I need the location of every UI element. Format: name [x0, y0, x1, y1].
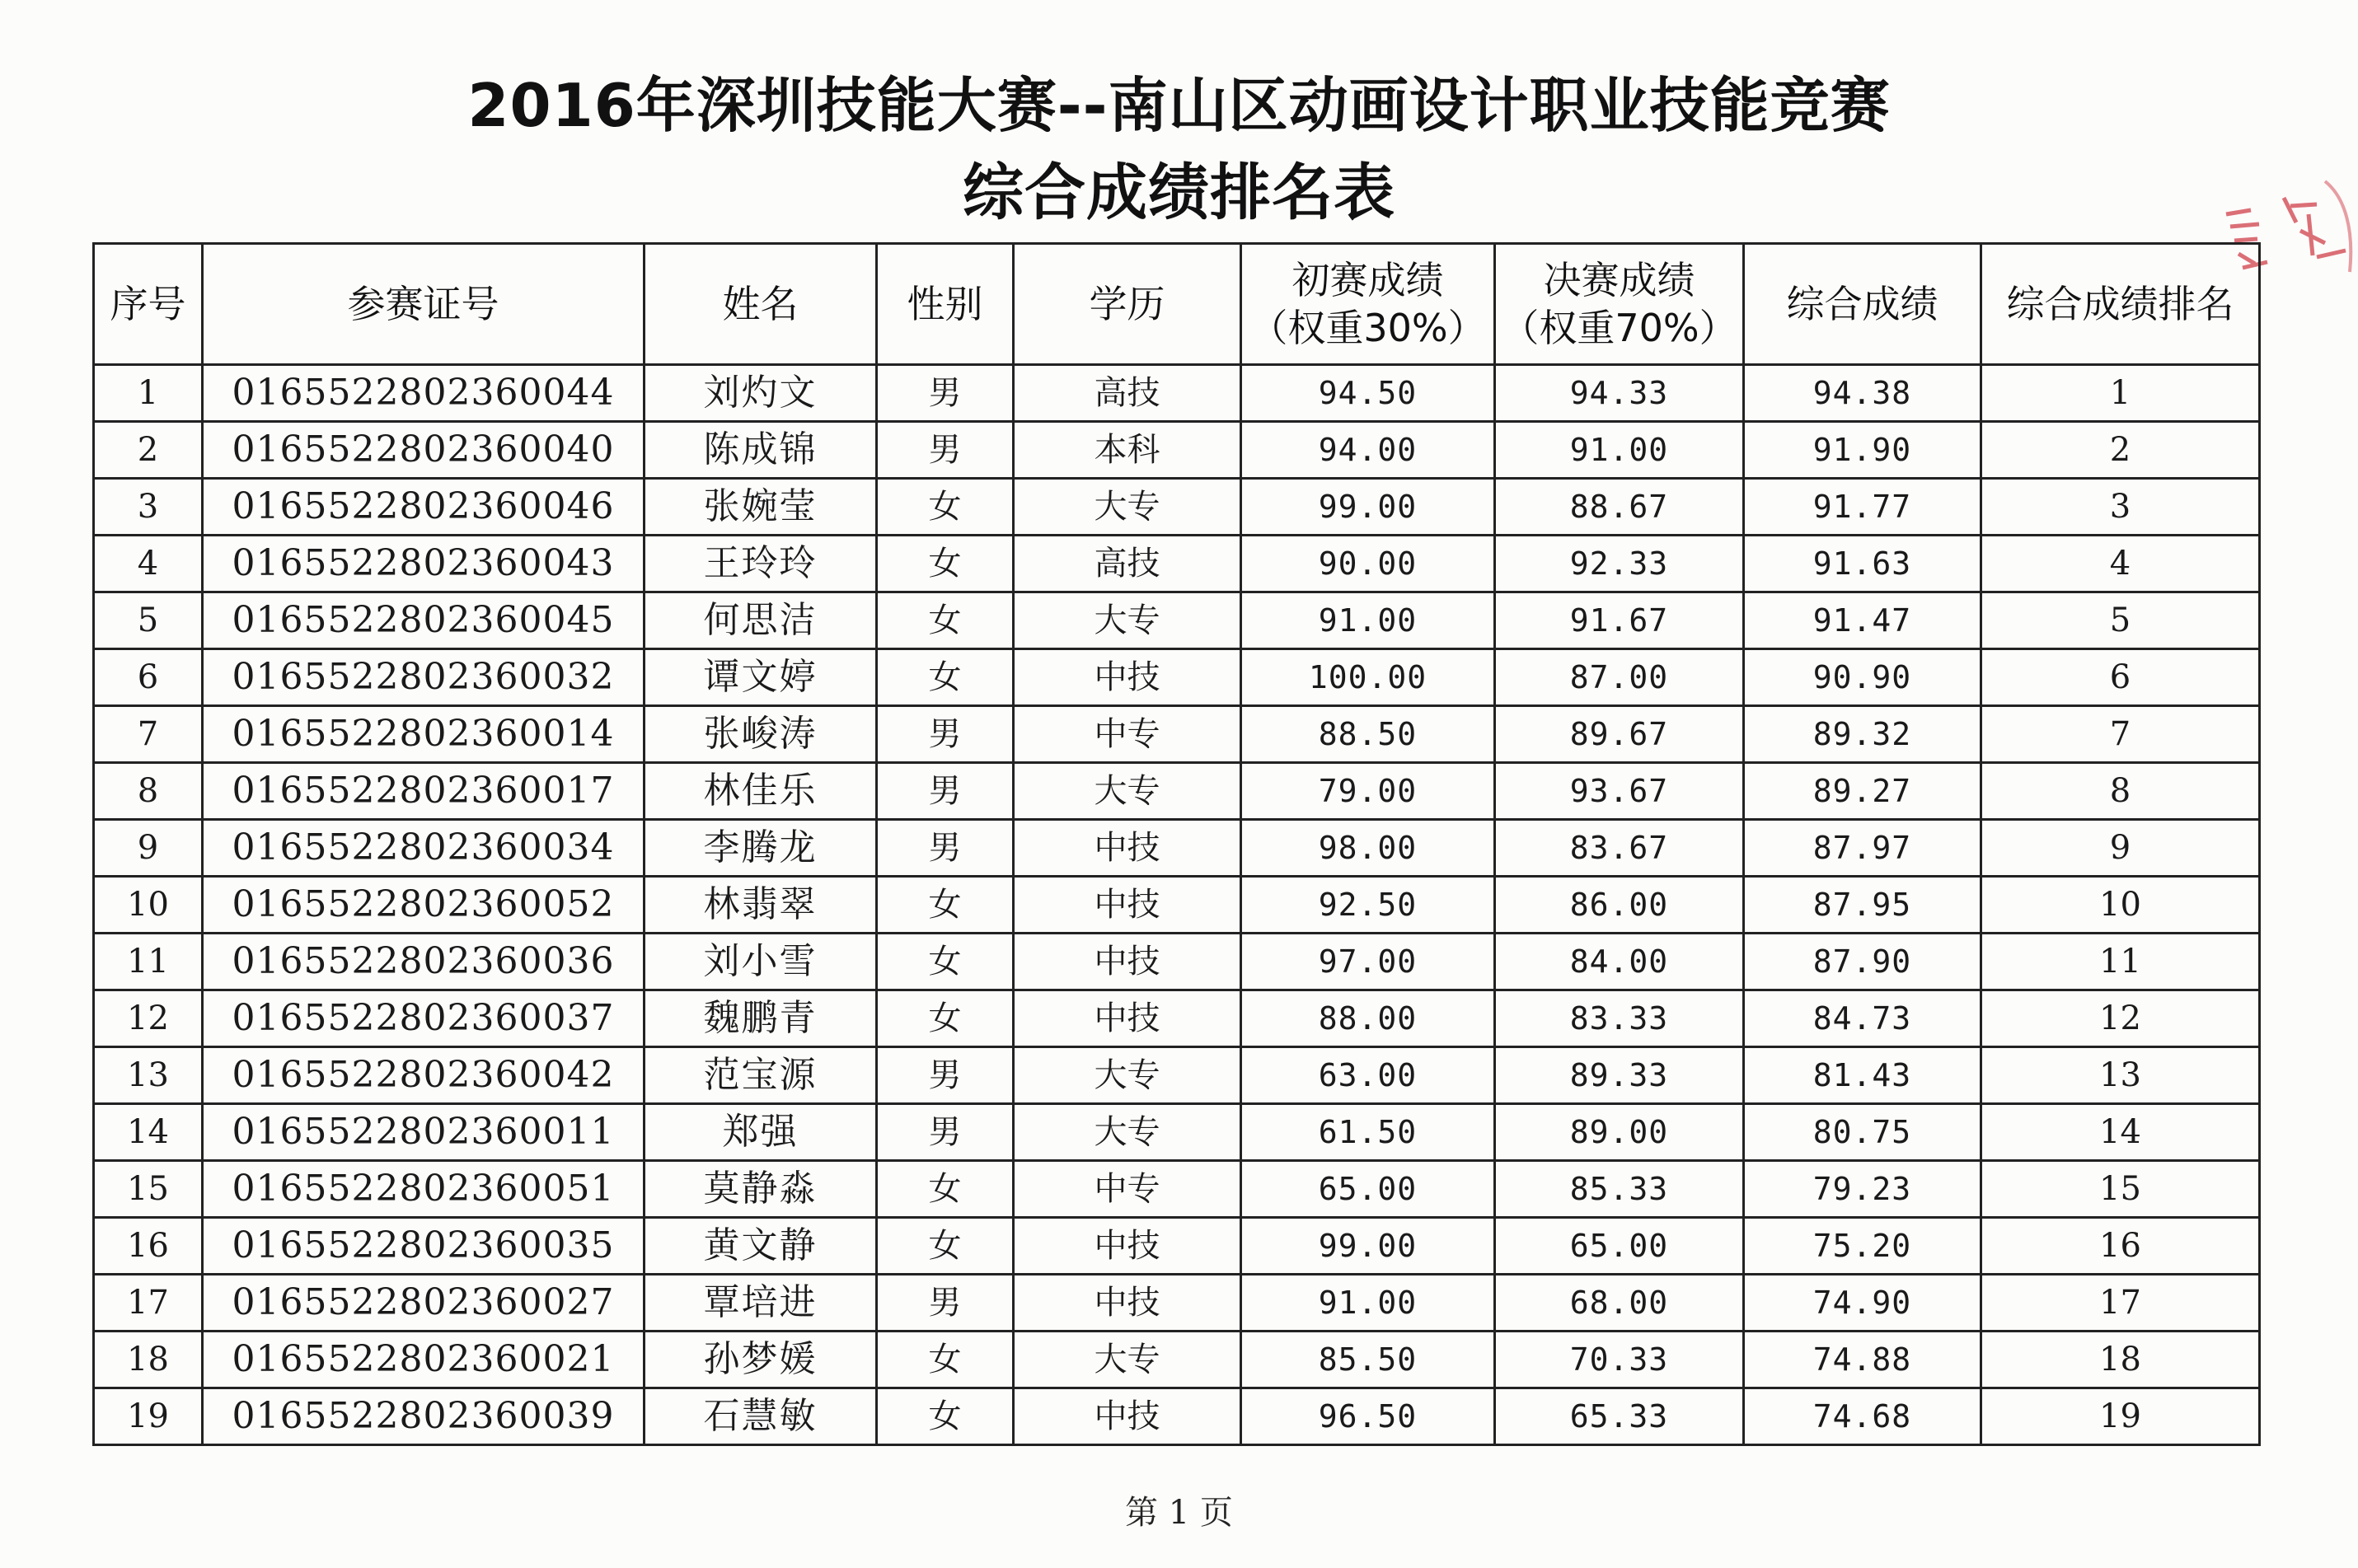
cell-entry-id: 0165522802360039	[203, 1388, 645, 1445]
table-row	[94, 592, 2260, 649]
cell-prelim-score: 91.00	[1241, 1275, 1495, 1332]
header-seq: 序号	[94, 244, 203, 365]
cell-name: 刘灼文	[645, 365, 877, 422]
cell-combined-score: 94.38	[1744, 365, 1981, 422]
cell-prelim-score: 88.50	[1241, 706, 1495, 763]
cell-seq: 12	[94, 990, 203, 1047]
cell-seq: 9	[94, 820, 203, 877]
cell-combined-score: 91.63	[1744, 536, 1981, 592]
table-row	[94, 934, 2260, 990]
cell-final-score: 94.33	[1495, 365, 1744, 422]
table-row	[94, 649, 2260, 706]
cell-entry-id: 0165522802360032	[203, 649, 645, 706]
cell-entry-id: 0165522802360014	[203, 706, 645, 763]
cell-name: 范宝源	[645, 1047, 877, 1104]
cell-education: 大专	[1014, 1104, 1241, 1161]
cell-combined-score: 89.27	[1744, 763, 1981, 820]
cell-name: 莫静淼	[645, 1161, 877, 1218]
cell-combined-score: 91.47	[1744, 592, 1981, 649]
table-row	[94, 1275, 2260, 1332]
cell-rank: 5	[1981, 592, 2260, 649]
cell-name: 张婉莹	[645, 479, 877, 536]
cell-combined-score: 74.68	[1744, 1388, 1981, 1445]
cell-entry-id: 0165522802360045	[203, 592, 645, 649]
cell-final-score: 85.33	[1495, 1161, 1744, 1218]
cell-final-score: 68.00	[1495, 1275, 1744, 1332]
cell-entry-id: 0165522802360046	[203, 479, 645, 536]
cell-name: 林佳乐	[645, 763, 877, 820]
cell-name: 谭文婷	[645, 649, 877, 706]
cell-final-score: 86.00	[1495, 877, 1744, 934]
cell-rank: 9	[1981, 820, 2260, 877]
cell-education: 中技	[1014, 1275, 1241, 1332]
header-prelim-line2: （权重30%）	[1249, 306, 1486, 350]
cell-education: 大专	[1014, 592, 1241, 649]
header-combined-score: 综合成绩	[1744, 244, 1981, 365]
header-gender: 性别	[877, 244, 1014, 365]
cell-combined-score: 90.90	[1744, 649, 1981, 706]
cell-rank: 3	[1981, 479, 2260, 536]
cell-education: 中技	[1014, 1218, 1241, 1275]
cell-education: 中技	[1014, 820, 1241, 877]
cell-rank: 4	[1981, 536, 2260, 592]
cell-education: 中专	[1014, 706, 1241, 763]
header-education: 学历	[1014, 244, 1241, 365]
cell-seq: 11	[94, 934, 203, 990]
cell-final-score: 65.33	[1495, 1388, 1744, 1445]
cell-prelim-score: 91.00	[1241, 592, 1495, 649]
cell-prelim-score: 94.00	[1241, 422, 1495, 479]
cell-name: 陈成锦	[645, 422, 877, 479]
document-subtitle: 综合成绩排名表	[963, 157, 1395, 228]
cell-entry-id: 0165522802360052	[203, 877, 645, 934]
cell-prelim-score: 98.00	[1241, 820, 1495, 877]
cell-gender: 男	[877, 1047, 1014, 1104]
cell-final-score: 70.33	[1495, 1332, 1744, 1388]
table-row	[94, 536, 2260, 592]
cell-final-score: 65.00	[1495, 1218, 1744, 1275]
cell-name: 王玲玲	[645, 536, 877, 592]
table-row	[94, 1218, 2260, 1275]
table-row	[94, 1161, 2260, 1218]
cell-entry-id: 0165522802360035	[203, 1218, 645, 1275]
page-number: 第 1 页	[1125, 1494, 1233, 1532]
header-entry-id: 参赛证号	[203, 244, 645, 365]
cell-prelim-score: 85.50	[1241, 1332, 1495, 1388]
cell-seq: 1	[94, 365, 203, 422]
cell-gender: 女	[877, 1161, 1014, 1218]
cell-name: 黄文静	[645, 1218, 877, 1275]
cell-rank: 6	[1981, 649, 2260, 706]
cell-education: 中技	[1014, 1388, 1241, 1445]
cell-combined-score: 80.75	[1744, 1104, 1981, 1161]
cell-gender: 男	[877, 422, 1014, 479]
cell-final-score: 91.67	[1495, 592, 1744, 649]
cell-seq: 2	[94, 422, 203, 479]
table-row	[94, 706, 2260, 763]
cell-name: 郑强	[645, 1104, 877, 1161]
cell-name: 何思洁	[645, 592, 877, 649]
cell-prelim-score: 99.00	[1241, 479, 1495, 536]
table-row	[94, 820, 2260, 877]
cell-rank: 10	[1981, 877, 2260, 934]
cell-rank: 14	[1981, 1104, 2260, 1161]
table-row	[94, 1332, 2260, 1388]
ranking-table	[92, 242, 2261, 1446]
cell-combined-score: 84.73	[1744, 990, 1981, 1047]
cell-name: 林翡翠	[645, 877, 877, 934]
cell-seq: 15	[94, 1161, 203, 1218]
header-final-score	[1495, 244, 1744, 365]
table-row	[94, 422, 2260, 479]
cell-prelim-score: 97.00	[1241, 934, 1495, 990]
cell-seq: 10	[94, 877, 203, 934]
cell-gender: 男	[877, 1104, 1014, 1161]
cell-combined-score: 87.90	[1744, 934, 1981, 990]
table-body	[94, 365, 2260, 1445]
cell-seq: 17	[94, 1275, 203, 1332]
cell-rank: 18	[1981, 1332, 2260, 1388]
cell-prelim-score: 65.00	[1241, 1161, 1495, 1218]
cell-name: 魏鹏青	[645, 990, 877, 1047]
cell-combined-score: 81.43	[1744, 1047, 1981, 1104]
cell-name: 刘小雪	[645, 934, 877, 990]
cell-gender: 女	[877, 649, 1014, 706]
cell-prelim-score: 99.00	[1241, 1218, 1495, 1275]
cell-rank: 11	[1981, 934, 2260, 990]
cell-final-score: 91.00	[1495, 422, 1744, 479]
cell-combined-score: 91.77	[1744, 479, 1981, 536]
ranking-table-container	[92, 242, 2258, 1446]
cell-prelim-score: 88.00	[1241, 990, 1495, 1047]
cell-name: 覃培进	[645, 1275, 877, 1332]
table-header-row	[94, 244, 2260, 365]
cell-seq: 7	[94, 706, 203, 763]
cell-gender: 女	[877, 934, 1014, 990]
cell-seq: 14	[94, 1104, 203, 1161]
cell-rank: 12	[1981, 990, 2260, 1047]
cell-rank: 16	[1981, 1218, 2260, 1275]
cell-rank: 17	[1981, 1275, 2260, 1332]
cell-gender: 女	[877, 536, 1014, 592]
cell-name: 石慧敏	[645, 1388, 877, 1445]
cell-education: 高技	[1014, 536, 1241, 592]
cell-entry-id: 0165522802360027	[203, 1275, 645, 1332]
cell-education: 本科	[1014, 422, 1241, 479]
cell-seq: 6	[94, 649, 203, 706]
cell-combined-score: 75.20	[1744, 1218, 1981, 1275]
cell-rank: 7	[1981, 706, 2260, 763]
cell-entry-id: 0165522802360044	[203, 365, 645, 422]
cell-seq: 3	[94, 479, 203, 536]
cell-gender: 女	[877, 990, 1014, 1047]
cell-entry-id: 0165522802360011	[203, 1104, 645, 1161]
table-row	[94, 990, 2260, 1047]
cell-prelim-score: 90.00	[1241, 536, 1495, 592]
header-prelim-line1: 初赛成绩	[1292, 258, 1444, 302]
cell-combined-score: 79.23	[1744, 1161, 1981, 1218]
cell-name: 张峻涛	[645, 706, 877, 763]
cell-gender: 女	[877, 479, 1014, 536]
cell-entry-id: 0165522802360037	[203, 990, 645, 1047]
cell-prelim-score: 100.00	[1241, 649, 1495, 706]
table-row	[94, 365, 2260, 422]
cell-seq: 18	[94, 1332, 203, 1388]
cell-gender: 男	[877, 820, 1014, 877]
cell-education: 高技	[1014, 365, 1241, 422]
cell-prelim-score: 96.50	[1241, 1388, 1495, 1445]
document-title: 2016年深圳技能大赛--南山区动画设计职业技能竞赛	[467, 71, 1891, 140]
cell-rank: 1	[1981, 365, 2260, 422]
cell-seq: 13	[94, 1047, 203, 1104]
header-final-line2: （权重70%）	[1501, 306, 1737, 350]
cell-combined-score: 89.32	[1744, 706, 1981, 763]
cell-final-score: 87.00	[1495, 649, 1744, 706]
cell-entry-id: 0165522802360017	[203, 763, 645, 820]
cell-gender: 男	[877, 365, 1014, 422]
cell-entry-id: 0165522802360043	[203, 536, 645, 592]
cell-combined-score: 87.95	[1744, 877, 1981, 934]
table-row	[94, 877, 2260, 934]
cell-name: 李腾龙	[645, 820, 877, 877]
cell-gender: 女	[877, 592, 1014, 649]
cell-rank: 15	[1981, 1161, 2260, 1218]
cell-final-score: 92.33	[1495, 536, 1744, 592]
cell-final-score: 89.00	[1495, 1104, 1744, 1161]
cell-final-score: 89.67	[1495, 706, 1744, 763]
header-rank: 综合成绩排名	[1981, 244, 2260, 365]
cell-prelim-score: 79.00	[1241, 763, 1495, 820]
cell-final-score: 89.33	[1495, 1047, 1744, 1104]
cell-entry-id: 0165522802360034	[203, 820, 645, 877]
cell-seq: 16	[94, 1218, 203, 1275]
cell-entry-id: 0165522802360042	[203, 1047, 645, 1104]
cell-education: 中技	[1014, 934, 1241, 990]
header-prelim-score	[1241, 244, 1495, 365]
cell-prelim-score: 61.50	[1241, 1104, 1495, 1161]
cell-gender: 女	[877, 1218, 1014, 1275]
cell-gender: 女	[877, 1388, 1014, 1445]
cell-rank: 13	[1981, 1047, 2260, 1104]
header-name: 姓名	[645, 244, 877, 365]
cell-education: 中专	[1014, 1161, 1241, 1218]
cell-rank: 19	[1981, 1388, 2260, 1445]
cell-prelim-score: 63.00	[1241, 1047, 1495, 1104]
header-final-line1: 决赛成绩	[1543, 258, 1695, 302]
cell-seq: 5	[94, 592, 203, 649]
cell-final-score: 88.67	[1495, 479, 1744, 536]
cell-gender: 女	[877, 1332, 1014, 1388]
cell-seq: 8	[94, 763, 203, 820]
cell-education: 大专	[1014, 763, 1241, 820]
cell-gender: 男	[877, 763, 1014, 820]
cell-final-score: 83.67	[1495, 820, 1744, 877]
cell-rank: 8	[1981, 763, 2260, 820]
cell-education: 大专	[1014, 1047, 1241, 1104]
cell-entry-id: 0165522802360036	[203, 934, 645, 990]
cell-education: 中技	[1014, 877, 1241, 934]
cell-gender: 男	[877, 706, 1014, 763]
cell-seq: 19	[94, 1388, 203, 1445]
cell-gender: 男	[877, 1275, 1014, 1332]
cell-rank: 2	[1981, 422, 2260, 479]
cell-combined-score: 74.90	[1744, 1275, 1981, 1332]
cell-education: 中技	[1014, 649, 1241, 706]
cell-entry-id: 0165522802360021	[203, 1332, 645, 1388]
cell-entry-id: 0165522802360051	[203, 1161, 645, 1218]
cell-prelim-score: 92.50	[1241, 877, 1495, 934]
cell-final-score: 93.67	[1495, 763, 1744, 820]
table-row	[94, 1047, 2260, 1104]
cell-combined-score: 87.97	[1744, 820, 1981, 877]
cell-education: 中技	[1014, 990, 1241, 1047]
cell-entry-id: 0165522802360040	[203, 422, 645, 479]
cell-final-score: 83.33	[1495, 990, 1744, 1047]
table-row	[94, 763, 2260, 820]
cell-name: 孙梦媛	[645, 1332, 877, 1388]
table-row	[94, 1104, 2260, 1161]
cell-seq: 4	[94, 536, 203, 592]
cell-final-score: 84.00	[1495, 934, 1744, 990]
cell-combined-score: 91.90	[1744, 422, 1981, 479]
cell-prelim-score: 94.50	[1241, 365, 1495, 422]
cell-gender: 女	[877, 877, 1014, 934]
cell-combined-score: 74.88	[1744, 1332, 1981, 1388]
cell-education: 大专	[1014, 479, 1241, 536]
table-row	[94, 479, 2260, 536]
cell-education: 大专	[1014, 1332, 1241, 1388]
table-row	[94, 1388, 2260, 1445]
